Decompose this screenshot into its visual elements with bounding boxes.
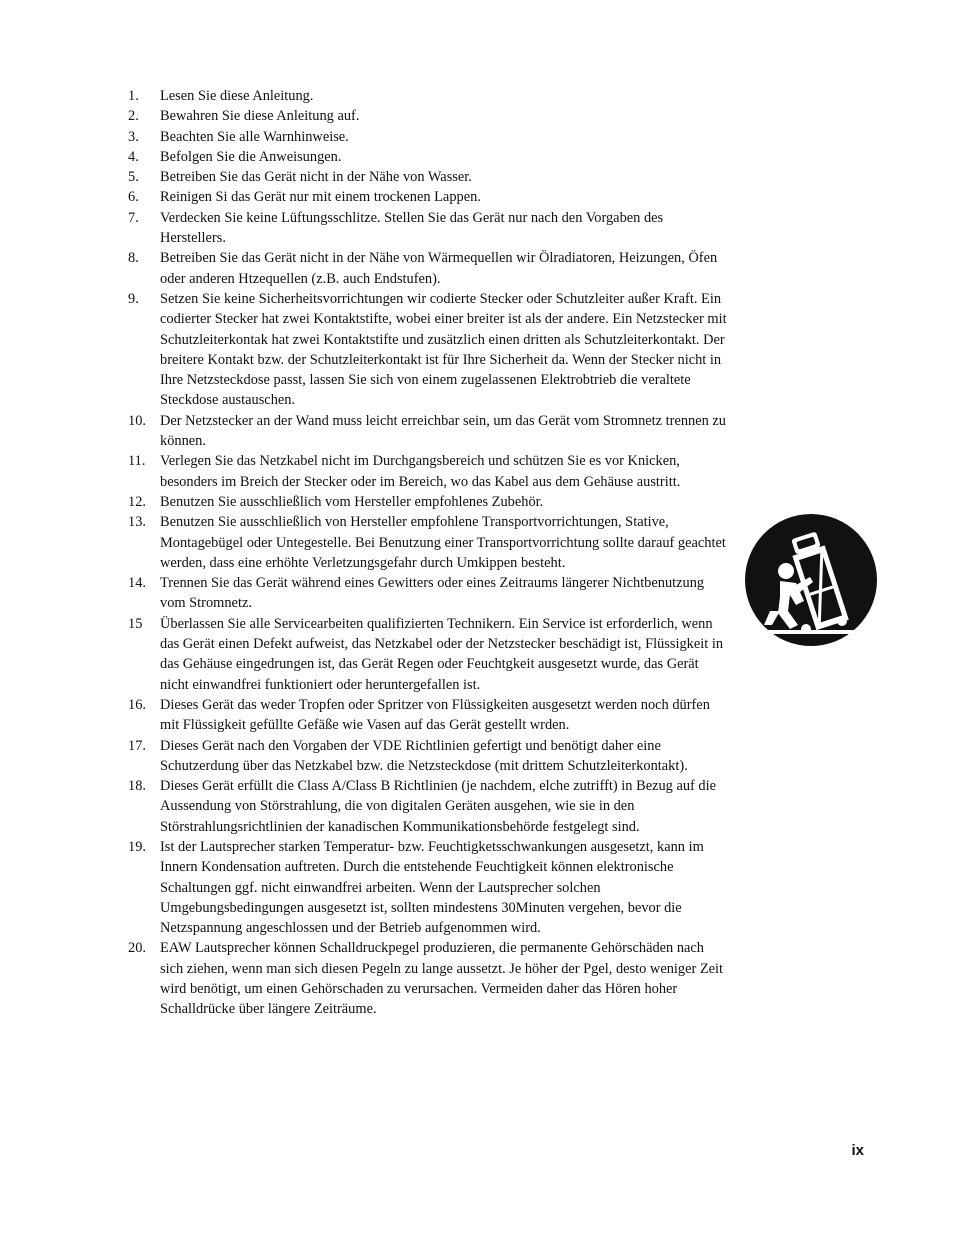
list-item-number: 19.: [128, 838, 146, 855]
list-item-text: Bewahren Sie diese Anleitung auf.: [160, 108, 360, 125]
list-item-text: Reinigen Si das Gerät nur mit einem trockenen Lappen.: [160, 189, 481, 206]
list-item-number: 17.: [128, 737, 146, 754]
list-item: [128, 147, 730, 167]
list-item: [128, 695, 730, 736]
list-item: [128, 411, 730, 452]
list-item: [128, 167, 730, 187]
list-item: [128, 289, 730, 411]
list-item-text: Setzen Sie keine Sicherheitsvorrichtungen wir codierte Stecker oder Schutzleiter außer Kraft. Ein codierter Stecker hat zwei Kontaktstifte, wobei einer breiter ist als der andere. Ein Netzstecker mit Schutzleiterkontak hat zwei Kontaktstifte und zusätzlich einen dritten als Schutzleiterkontakt. Der breitere Kontakt bzw. der Schutzleiterkontakt ist für Ihre Sicherheit da. Wenn der Stecker nicht in Ihre Netzsteckdose passt, lassen Sie sich von einem zugelassenen Elektrobtrieb die veraltete Steckdose austauschen.: [160, 290, 727, 409]
list-item-number: 20.: [128, 940, 146, 957]
page-number: ix: [851, 1142, 864, 1159]
list-item-number: 8.: [128, 250, 139, 267]
list-item-text: Ist der Lautsprecher starken Temperatur- bzw. Feuchtigketsschwankungen ausgesetzt, kann im Innern Kondensation auftreten. Durch die entstehende Feuchtigkeit können elektronische Schaltungen ggf. nicht einwandfrei arbeiten. Wenn der Lautsprecher solchen Umgebungsbedingungen ausgesetzt ist, sollten mindestens 30Minuten vergehen, bevor die Netzspannung angeschlossen und der Betrieb aufgenommen wird.: [160, 838, 704, 937]
list-item-text: Betreiben Sie das Gerät nicht in der Nähe von Wasser.: [160, 169, 472, 186]
list-item-number: 10.: [128, 412, 146, 429]
list-item-text: EAW Lautsprecher können Schalldruckpegel produzieren, die permanente Gehörschäden nach sich ziehen, wenn man sich diesen Pegeln zu lange aussetzt. Je höher der Pgel, desto weniger Zeit wird benötigt, um einen Gehörschaden zu verursachen. Vermeiden daher das Hören hoher Schalldrücke über längere Zeiträume.: [160, 940, 724, 1018]
list-item: [128, 938, 730, 1019]
list-item-text: Dieses Gerät nach den Vorgaben der VDE Richtlinien gefertigt und benötigt daher eine Schutzerdung über das Netzkabel bzw. die Netzsteckdose (mit drittem Schutzleiterkontakt).: [160, 737, 688, 774]
list-item-number: 6.: [128, 189, 139, 206]
list-item-number: 12.: [128, 493, 146, 510]
list-item: [128, 451, 730, 492]
list-item: [128, 127, 730, 147]
safety-instructions-list: [128, 86, 730, 1020]
list-item: [128, 736, 730, 777]
list-item: [128, 614, 730, 695]
list-item-number: 11.: [128, 453, 146, 470]
list-item: [128, 512, 730, 573]
list-item: [128, 187, 730, 207]
list-item-number: 16.: [128, 696, 146, 713]
list-item-text: Dieses Gerät erfüllt die Class A/Class B Richtlinien (je nachdem, elche zutrifft) in Bezug auf die Aussendung von Störstrahlung, die von digitalen Geräten ausgehen, wie sie in den Störstrahlungsrichtlinien der kanadischen Kommunikationsbehörde festgelegt sind.: [160, 778, 717, 835]
list-item-number: 18.: [128, 778, 146, 795]
list-item-number: 13.: [128, 514, 146, 531]
list-item-text: Befolgen Sie die Anweisungen.: [160, 148, 342, 165]
list-item-text: Trennen Sie das Gerät während eines Gewitters oder eines Zeitraums längerer Nichtbenutzung vom Stromnetz.: [160, 575, 705, 612]
list-item-text: Dieses Gerät das weder Tropfen oder Spritzer von Flüssigkeiten ausgesetzt werden noch dürfen mit Flüssigkeit gefüllte Gefäße wie Vasen auf das Gerät gestellt wrden.: [160, 696, 710, 734]
list-item-number: 1.: [128, 88, 139, 104]
list-item: [128, 776, 730, 837]
list-item-number: 15: [128, 615, 143, 632]
list-item-number: 5.: [128, 169, 139, 186]
list-item-number: 14.: [128, 575, 146, 592]
list-item-text: Der Netzstecker an der Wand muss leicht erreichbar sein, um das Gerät vom Stromnetz trennen zu können.: [160, 412, 726, 450]
list-item: [128, 208, 730, 249]
list-item-number: 4.: [128, 148, 139, 165]
list-item: [128, 86, 730, 106]
list-item-text: Überlassen Sie alle Servicearbeiten qualifizierten Technikern. Ein Service ist erforderlich, wenn das Gerät einen Defekt aufweist, das Netzkabel oder der Netzstecker beschädigt ist, Flüssigkeit in das Gehäuse eingedrungen ist, das Gerät Regen oder Feuchtgkeit ausgesetzt wurde, das Gerät nicht einwandfrei funktioniert oder heruntergefallen ist.: [160, 615, 724, 693]
list-item: [128, 492, 730, 512]
list-item-number: 3.: [128, 128, 139, 145]
list-item-text: Benutzen Sie ausschließlich vom Hersteller empfohlenes Zubehör.: [160, 493, 544, 510]
cart-tip-over-warning-icon: [744, 513, 878, 647]
list-item-number: 2.: [128, 108, 139, 125]
list-item: [128, 573, 730, 614]
list-item-text: Beachten Sie alle Warnhinweise.: [160, 128, 349, 145]
list-item: [128, 106, 730, 126]
list-item: [128, 837, 730, 938]
list-item-number: 9.: [128, 290, 139, 307]
list-item: [128, 248, 730, 289]
list-item-text: Benutzen Sie ausschließlich von Hersteller empfohlene Transportvorrichtungen, Stative, Montagebügel oder Untegestelle. Bei Benutzung einer Transportvorrichtung sollte darauf geachtet werden, dass eine erhöhte Verletzungsgefahr durch Umkippen besteht.: [160, 514, 726, 571]
list-item-text: Lesen Sie diese Anleitung.: [160, 88, 314, 104]
list-item-number: 7.: [128, 209, 139, 226]
list-item-text: Betreiben Sie das Gerät nicht in der Nähe von Wärmequellen wir Ölradiatoren, Heizungen, Öfen oder anderen Htzequellen (z.B. auch Endstufen).: [160, 250, 718, 287]
list-item-text: Verlegen Sie das Netzkabel nicht im Durchgangsbereich und schützen Sie es vor Knicken, besonders im Breich der Stecker oder im Bereich, wo das Kabel aus dem Gehäuse austritt.: [160, 453, 681, 490]
list-item-text: Verdecken Sie keine Lüftungsschlitze. Stellen Sie das Gerät nur nach den Vorgaben des Herstellers.: [160, 209, 664, 247]
